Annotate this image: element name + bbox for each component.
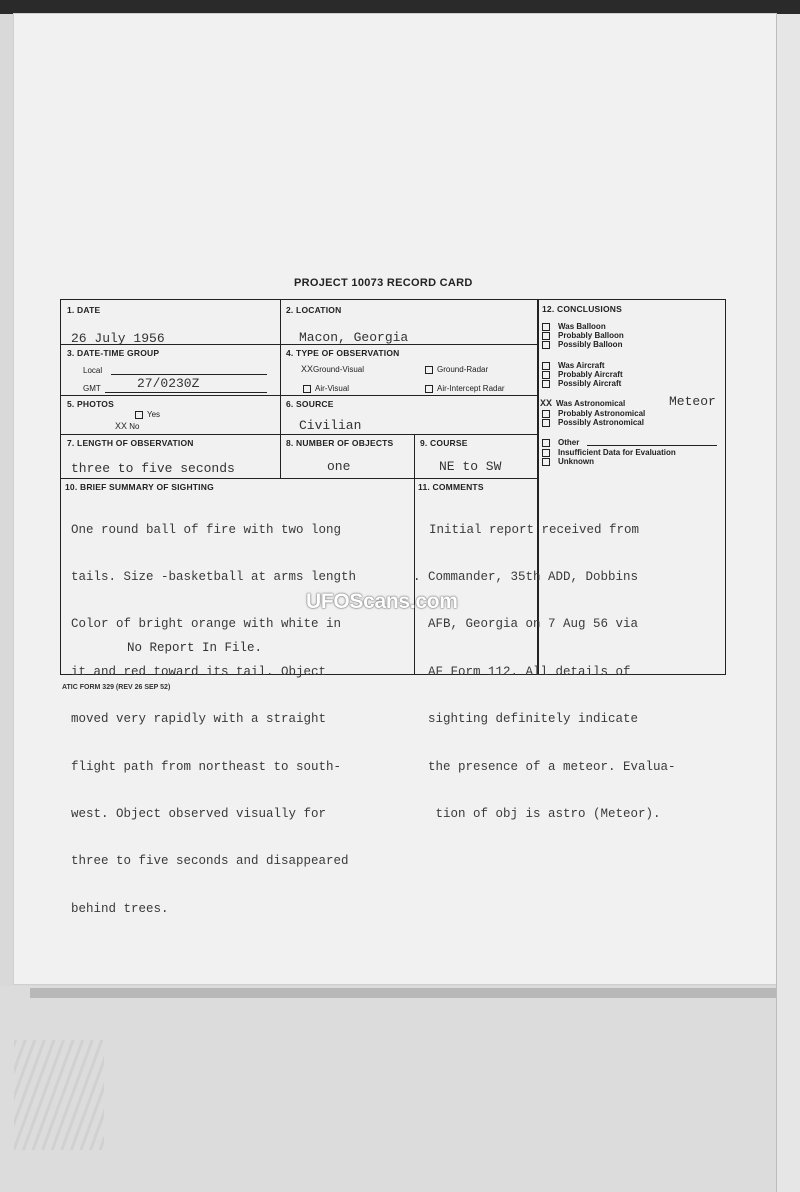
conclusion-other: Other [542, 438, 579, 447]
summary-line: west. Object observed visually for [71, 806, 327, 821]
comments-line: tion of obj is astro (Meteor). [413, 806, 661, 821]
summary-line: three to five seconds and disappeared [71, 854, 349, 869]
summary-text [71, 491, 356, 949]
checkbox [542, 362, 550, 370]
checkbox [425, 366, 433, 374]
checkbox [542, 439, 550, 447]
astro-note: Meteor [669, 394, 716, 409]
location-label: 2. LOCATION [286, 305, 342, 315]
type-ground-visual: XXGround-Visual [301, 365, 365, 376]
date-label: 1. DATE [67, 305, 101, 315]
course-label: 9. COURSE [420, 438, 468, 448]
date-value: 26 July 1956 [71, 331, 165, 346]
summary-line: One round ball of fire with two long [71, 522, 342, 537]
checkbox [542, 341, 550, 349]
conclusion-probably-aircraft: Probably Aircraft [542, 370, 623, 379]
conclusion-possibly-balloon: Possibly Balloon [542, 340, 624, 349]
comments-label: 11. COMMENTS [418, 482, 484, 492]
objects-label: 8. NUMBER OF OBJECTS [286, 438, 394, 448]
summary-line: behind trees. [71, 901, 169, 916]
scan-lower-band [30, 988, 776, 998]
conclusions-aircraft-group [542, 361, 623, 388]
type-ground-radar: Ground-Radar [425, 365, 488, 374]
comments-line: . Commander, 35th ADD, Dobbins [413, 569, 639, 584]
watermark-logo: UFOScans.com [306, 590, 458, 613]
dtg-label: 3. DATE-TIME GROUP [67, 348, 160, 358]
conclusion-was-astronomical: XX Was Astronomical [540, 399, 626, 410]
checkbox [425, 385, 433, 393]
summary-line: Color of bright orange with white in [71, 617, 342, 632]
scan-smudge [14, 1040, 104, 1150]
conclusion-was-aircraft: Was Aircraft [542, 361, 623, 370]
conclusion-unknown: Unknown [542, 457, 594, 466]
summary-line: moved very rapidly with a straight [71, 712, 327, 727]
dtg-gmt-label: GMT [83, 384, 101, 393]
type-air-visual: Air-Visual [303, 384, 349, 393]
dtg-gmt-value: 27/0230Z [137, 376, 200, 391]
checkbox [542, 419, 550, 427]
source-value: Civilian [299, 418, 362, 433]
divider-col-mid [280, 300, 281, 478]
comments-line: sighting definitely indicate [413, 712, 639, 727]
dtg-local-label: Local [83, 366, 103, 375]
scan-top-border [0, 0, 800, 14]
checkbox [542, 380, 550, 388]
conclusion-insufficient: Insufficient Data for Evaluation [542, 448, 676, 457]
conclusions-astro-group [540, 399, 645, 427]
scan-lower-area [0, 986, 776, 1192]
other-line [587, 445, 717, 446]
scan-right-edge [776, 14, 800, 1192]
checkbox [542, 323, 550, 331]
type-air-intercept: Air-Intercept Radar [425, 384, 505, 393]
location-value: Macon, Georgia [299, 330, 409, 345]
source-label: 6. SOURCE [286, 399, 334, 409]
conclusion-possibly-astronomical: Possibly Astronomical [540, 418, 645, 427]
divider-row2 [61, 395, 537, 396]
conclusion-possibly-aircraft: Possibly Aircraft [542, 379, 623, 388]
checkbox [542, 371, 550, 379]
astro-mark: XX [540, 399, 553, 410]
dtg-local-line [111, 374, 267, 375]
summary-note: No Report In File. [127, 641, 263, 655]
summary-label: 10. BRIEF SUMMARY OF SIGHTING [65, 482, 214, 492]
comments-line: Initial report received from [429, 522, 640, 537]
objects-value: one [327, 459, 351, 474]
checkbox [542, 332, 550, 340]
photos-yes: Yes [135, 410, 160, 419]
photos-no-mark: XX [115, 422, 128, 433]
checkbox [542, 449, 550, 457]
type-label: 4. TYPE OF OBSERVATION [286, 348, 400, 358]
ground-visual-mark: XX [301, 365, 314, 376]
summary-line: it and red toward its tail. Object [71, 664, 327, 679]
comments-line: AFB, Georgia on 7 Aug 56 via [413, 617, 639, 632]
comments-line: AF Form 112. All details of [413, 664, 631, 679]
form-id: ATIC FORM 329 (REV 26 SEP 52) [62, 684, 171, 691]
divider-objects-course [414, 434, 415, 478]
conclusion-probably-balloon: Probably Balloon [542, 331, 624, 340]
conclusion-probably-astronomical: Probably Astronomical [540, 409, 645, 418]
comments-text [413, 491, 676, 854]
card-title: PROJECT 10073 RECORD CARD [294, 277, 473, 289]
checkbox [542, 410, 550, 418]
photos-no: XX No [115, 422, 140, 433]
dtg-gmt-line [105, 392, 267, 393]
checkbox [135, 411, 143, 419]
conclusions-label: 12. CONCLUSIONS [542, 304, 622, 314]
comments-line: the presence of a meteor. Evalua- [413, 759, 676, 774]
summary-line: flight path from northeast to south- [71, 759, 342, 774]
checkbox [542, 458, 550, 466]
divider-row4 [61, 478, 537, 479]
checkbox [303, 385, 311, 393]
summary-line: tails. Size -basketball at arms length [71, 569, 357, 584]
course-value: NE to SW [439, 459, 502, 474]
conclusion-was-balloon: Was Balloon [542, 322, 624, 331]
length-value: three to five seconds [71, 461, 235, 476]
length-label: 7. LENGTH OF OBSERVATION [67, 438, 194, 448]
photos-label: 5. PHOTOS [67, 399, 114, 409]
divider-row3 [61, 434, 537, 435]
conclusions-balloon-group [542, 322, 624, 349]
